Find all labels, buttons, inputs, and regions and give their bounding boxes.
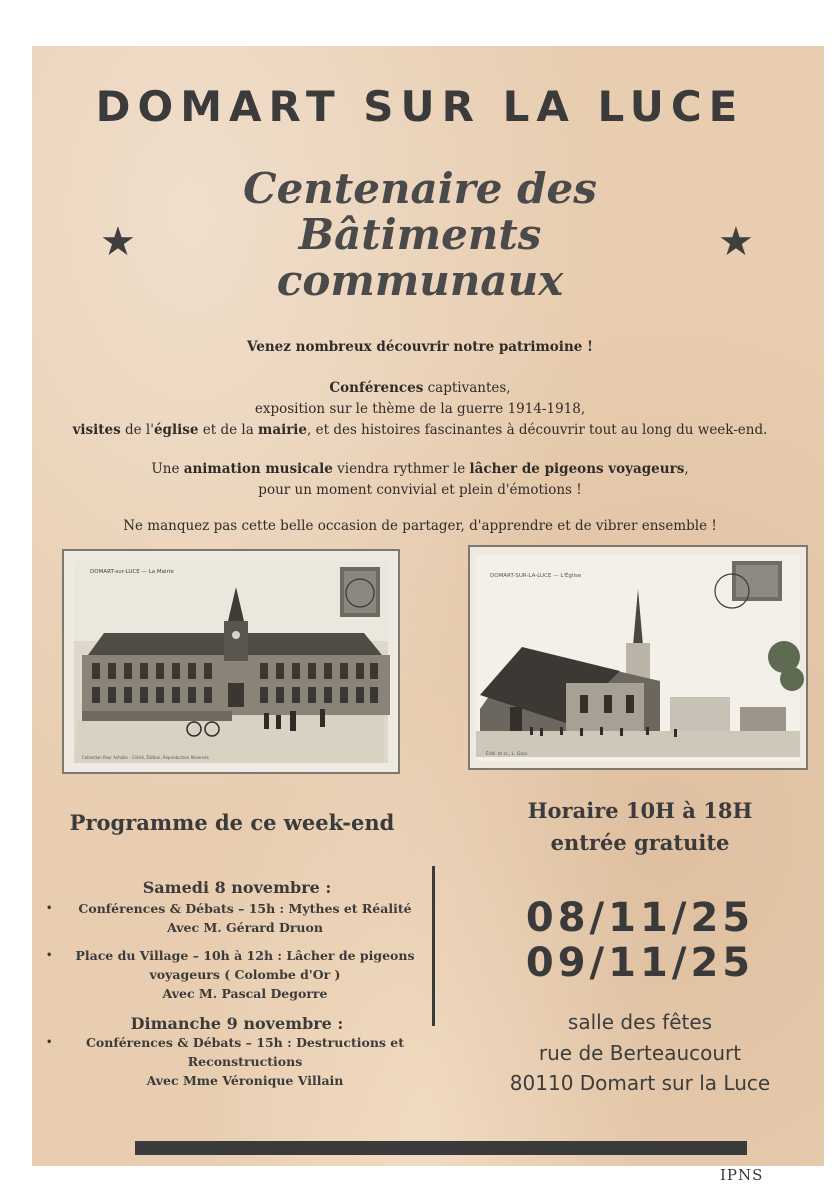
free-entry-line: entrée gratuite (550, 830, 730, 855)
bullet-icon: • (46, 950, 53, 961)
headline-line: Centenaire des (243, 164, 597, 213)
hours-line: Horaire 10H à 18H (527, 798, 753, 823)
event-headline (160, 166, 680, 304)
town-title: DOMART SUR LA LUCE (95, 82, 745, 131)
event-date-1: 08/11/25 (525, 895, 755, 941)
bullet-icon: • (46, 903, 53, 914)
item-line: Avec M. Gérard Druon (167, 920, 323, 935)
visits-line: visites de l'église et de la mairie, et des histoires fascinantes à découvrir tout au long du week-end. (72, 422, 768, 438)
star-icon: ★ (100, 219, 136, 265)
item-line: Place du Village – 10h à 12h : Lâcher de pigeons (75, 948, 415, 963)
closing-line: Ne manquez pas cette belle occasion de partager, d'apprendre et de vibrer ensemble ! (123, 518, 717, 534)
program-item (46, 1033, 426, 1090)
opening-hours (470, 795, 810, 859)
headline-line: Bâtiments (298, 210, 542, 259)
mairie-postcard-photo (62, 549, 400, 774)
photo-footer: Collection Pour Achalia - Cliché, Édition, Reproduction Réservés (82, 755, 209, 760)
column-divider (432, 866, 435, 1026)
headline-line: communaux (276, 256, 564, 305)
program-title: Programme de ce week-end (69, 810, 395, 835)
animation-line-2: pour un moment convivial et plein d'émotions ! (258, 482, 582, 498)
photo-footer: Édit. et cl., L. Goix (486, 752, 528, 757)
ipns-mark: IPNS (720, 1166, 764, 1182)
conf-line: Conférences captivantes, (329, 380, 511, 396)
item-line: Conférences & Débats – 15h : Destructions et (85, 1035, 405, 1050)
item-line: Conférences & Débats – 15h : Mythes et Réalité (78, 901, 412, 916)
program-item (46, 946, 426, 1003)
expo-line: exposition sur le thème de la guerre 1914-1918, (254, 401, 586, 417)
conferences-paragraph (40, 378, 800, 441)
bottom-divider (135, 1141, 747, 1155)
event-date-2: 09/11/25 (525, 940, 755, 986)
bullet-icon: • (46, 1037, 53, 1048)
item-line: Reconstructions (187, 1054, 303, 1069)
photo-caption: DOMART-SUR-LA-LUCE — L'Église (490, 573, 582, 579)
venue-city: 80110 Domart sur la Luce (509, 1071, 771, 1095)
item-line: Avec Mme Véronique Villain (146, 1073, 344, 1088)
item-line: Avec M. Pascal Degorre (162, 986, 328, 1001)
venue-street: rue de Berteaucourt (538, 1041, 742, 1065)
venue-name: salle des fêtes (567, 1010, 713, 1034)
day-heading-saturday: Samedi 8 novembre : (142, 878, 332, 897)
item-line: voyageurs ( Colombe d'Or ) (149, 967, 341, 982)
day-heading-sunday: Dimanche 9 novembre : (130, 1014, 344, 1033)
program-item (46, 899, 426, 937)
animation-line: Une animation musicale viendra rythmer le lâcher de pigeons voyageurs, (151, 461, 689, 477)
star-icon: ★ (718, 219, 754, 265)
photo-caption: DOMART-sur-LUCE — La Mairie (90, 569, 174, 575)
animation-paragraph (40, 459, 800, 501)
church-postcard-photo (468, 545, 808, 770)
tagline: Venez nombreux découvrir notre patrimoine ! (247, 339, 593, 355)
